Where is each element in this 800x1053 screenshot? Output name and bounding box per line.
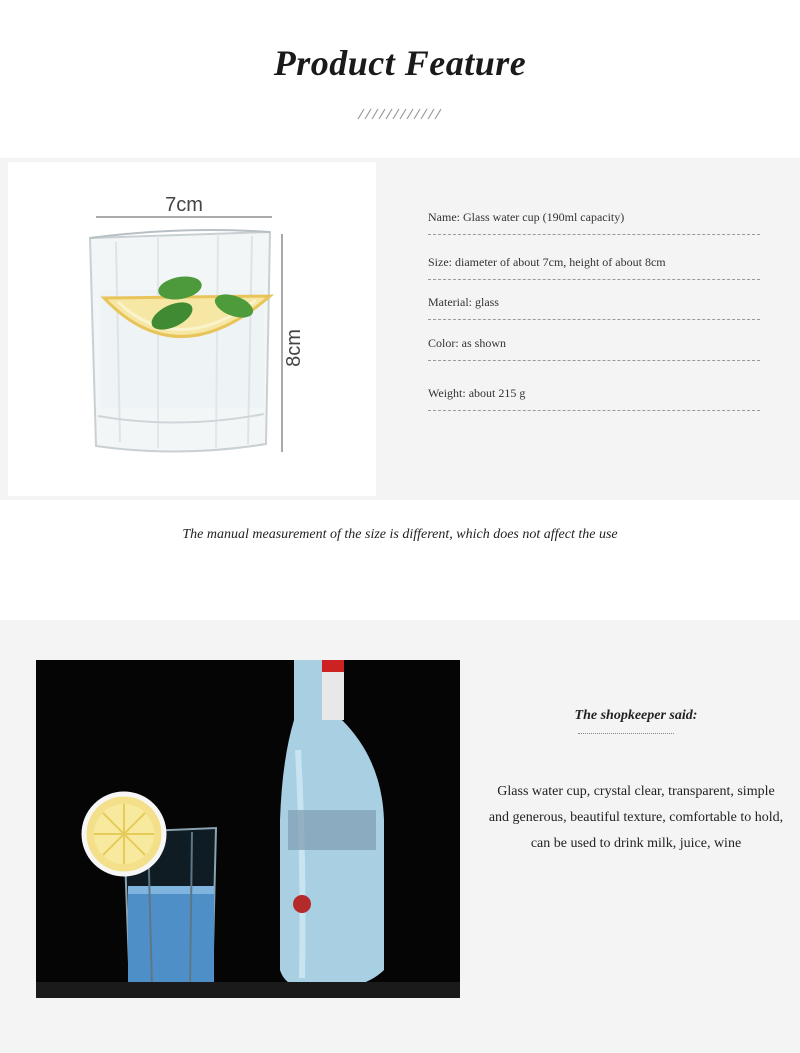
height-label: 8cm (283, 329, 305, 367)
spec-color: Color: as shown (428, 336, 760, 361)
spec-name: Name: Glass water cup (190ml capacity) (428, 210, 760, 235)
shopkeeper-description: Glass water cup, crystal clear, transparent, simple and generous, beautiful texture, comfortable to hold, can be used to drink milk, juice, wine (488, 784, 784, 851)
title-decoration-icon (356, 108, 446, 120)
glass-dimension-image (8, 162, 376, 496)
spec-size: Size: diameter of about 7cm, height of about 8cm (428, 255, 760, 280)
shopkeeper-divider (578, 733, 674, 734)
spec-weight: Weight: about 215 g (428, 386, 760, 411)
width-label: 7cm (165, 194, 203, 216)
page-title: Product Feature (273, 43, 527, 83)
glass-with-bottle-image (36, 660, 460, 998)
shopkeeper-title: The shopkeeper said: (574, 708, 698, 723)
measurement-note: The manual measurement of the size is different, which does not affect the use (182, 527, 618, 542)
spec-material: Material: glass (428, 295, 760, 320)
